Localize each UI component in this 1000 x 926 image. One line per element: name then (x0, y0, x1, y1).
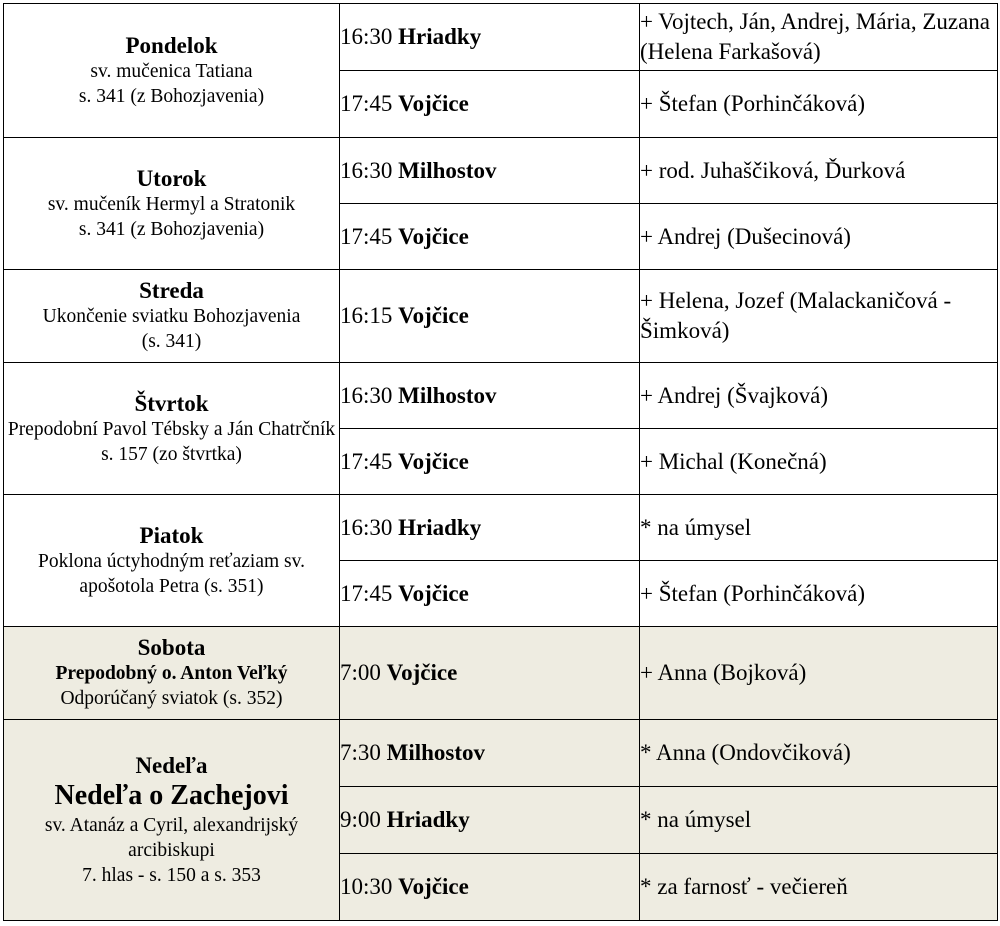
mass-time: 17:45 (340, 91, 393, 116)
day-page: Odporúčaný sviatok (s. 352) (60, 688, 283, 709)
day-name: Sobota (137, 635, 206, 660)
day-cell-monday (4, 4, 340, 138)
mass-place: Vojčice (386, 660, 458, 685)
mass-time-cell (340, 561, 640, 627)
mass-place: Milhostov (386, 740, 486, 765)
mass-time: 9:00 (340, 807, 381, 832)
mass-time: 16:30 (340, 382, 393, 408)
mass-place: Vojčice (398, 874, 469, 899)
mass-intention: + Helena, Jozef (Malackaničová - Šimková) (640, 270, 998, 363)
mass-intention: * Anna (Ondovčiková) (640, 720, 998, 787)
day-cell-tuesday (4, 138, 340, 270)
mass-time-cell (340, 4, 640, 71)
mass-time: 7:00 (340, 660, 381, 685)
mass-intention: + rod. Juhaščiková, Ďurková (640, 138, 998, 204)
schedule-row (4, 495, 998, 561)
day-feast: sv. mučenica Tatiana (90, 60, 253, 82)
mass-intention: + Michal (Konečná) (640, 429, 998, 495)
mass-place: Vojčice (398, 91, 469, 116)
mass-time: 16:30 (340, 157, 393, 183)
day-feast: Prepodobní Pavol Tébsky a Ján Chatrčník (7, 418, 336, 440)
mass-place: Hriadky (386, 807, 470, 832)
day-feast: sv. Atanáz a Cyril, alexandrijský arcibiskupi (44, 814, 299, 861)
mass-time-cell (340, 204, 640, 270)
day-name: Štvrtok (134, 390, 209, 416)
mass-intention: + Anna (Bojková) (640, 627, 998, 720)
mass-time: 17:45 (340, 580, 393, 606)
mass-time-cell (340, 854, 640, 921)
mass-place: Milhostov (398, 157, 497, 183)
mass-time-cell (340, 429, 640, 495)
mass-time-cell (340, 787, 640, 854)
mass-time-cell (340, 720, 640, 787)
mass-intention: * na úmysel (640, 495, 998, 561)
day-feast: sv. mučeník Hermyl a Stratonik (47, 193, 296, 215)
schedule-row (4, 627, 998, 720)
mass-time: 7:30 (340, 740, 381, 765)
mass-time-cell (340, 495, 640, 561)
mass-time: 17:45 (340, 448, 393, 474)
mass-time: 17:45 (340, 223, 393, 249)
day-page: (s. 341) (141, 331, 202, 352)
mass-intention: * na úmysel (640, 787, 998, 854)
mass-intention: + Vojtech, Ján, Andrej, Mária, Zuzana (Helena Farkašová) (640, 4, 998, 71)
mass-place: Vojčice (398, 580, 469, 606)
mass-time: 16:30 (340, 24, 393, 49)
mass-intention: + Andrej (Švajková) (640, 363, 998, 429)
mass-intention: + Štefan (Porhinčáková) (640, 561, 998, 627)
mass-place: Vojčice (398, 303, 469, 328)
mass-time: 10:30 (340, 874, 393, 899)
mass-intention: * za farnosť - večiereň (640, 854, 998, 921)
schedule-row (4, 138, 998, 204)
mass-time: 16:15 (340, 303, 393, 328)
day-page: 7. hlas - s. 150 a s. 353 (82, 864, 261, 886)
mass-place: Milhostov (398, 382, 497, 408)
day-cell-sunday (4, 720, 340, 921)
schedule-row (4, 270, 998, 363)
day-cell-saturday (4, 627, 340, 720)
day-feast: Ukončenie sviatku Bohozjavenia (42, 306, 301, 327)
mass-place: Vojčice (398, 223, 469, 249)
schedule-row (4, 720, 998, 787)
schedule-row (4, 363, 998, 429)
mass-time-cell (340, 627, 640, 720)
day-page: s. 341 (z Bohozjavenia) (78, 85, 265, 107)
day-name: Utorok (136, 165, 207, 191)
day-name: Streda (139, 278, 204, 303)
mass-time-cell (340, 363, 640, 429)
mass-intention: + Andrej (Dušecinová) (640, 204, 998, 270)
mass-intention: + Štefan (Porhinčáková) (640, 71, 998, 138)
day-cell-wednesday (4, 270, 340, 363)
day-title: Nedeľa o Zachejovi (54, 779, 289, 811)
mass-time: 16:30 (340, 514, 393, 540)
mass-time-cell (340, 138, 640, 204)
day-cell-thursday (4, 363, 340, 495)
day-name: Pondelok (125, 32, 218, 58)
day-feast: Prepodobný o. Anton Veľký (55, 663, 288, 684)
mass-time-cell (340, 270, 640, 363)
day-feast: Poklona úctyhodným reťaziam sv. apošotola Petra (s. 351) (37, 550, 305, 597)
mass-place: Vojčice (398, 448, 469, 474)
weekly-mass-schedule (3, 3, 998, 921)
day-name: Nedeľa (135, 752, 208, 778)
mass-time-cell (340, 71, 640, 138)
day-cell-friday (4, 495, 340, 627)
schedule-row (4, 4, 998, 71)
day-name: Piatok (139, 522, 204, 548)
day-page: s. 157 (zo štvrtka) (101, 443, 242, 465)
day-page: s. 341 (z Bohozjavenia) (78, 218, 265, 240)
mass-place: Hriadky (398, 514, 482, 540)
mass-place: Hriadky (398, 24, 482, 49)
